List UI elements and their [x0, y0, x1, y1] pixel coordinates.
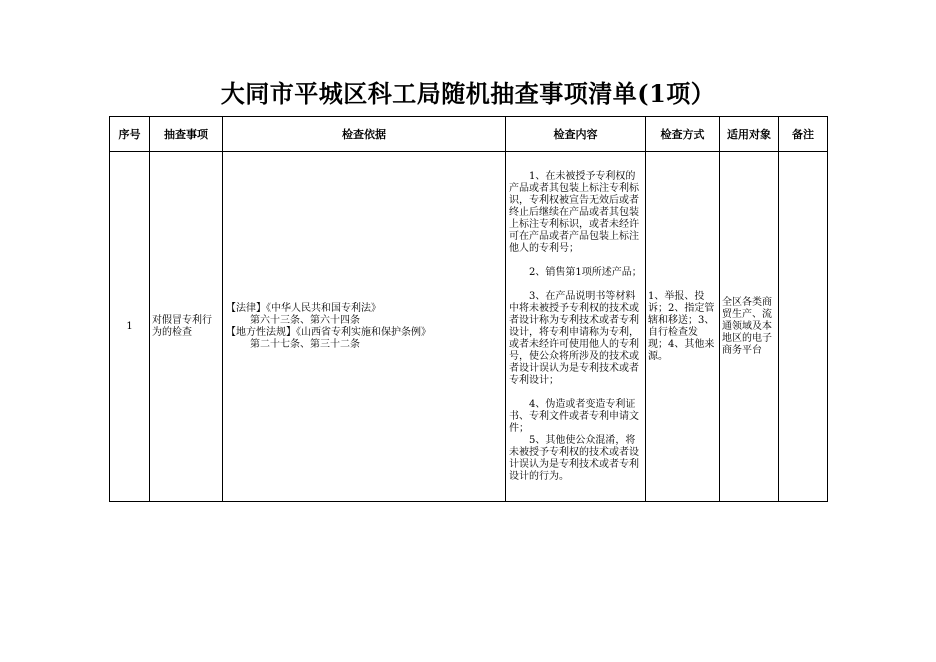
- header-method: 检查方式: [646, 117, 720, 152]
- header-basis: 检查依据: [223, 117, 506, 152]
- content-item-5: 5、其他使公众混淆，将未被授予专利权的技术或者设计误认为是专利技术或者专利设计的行为。: [509, 434, 639, 482]
- cell-no: 1: [110, 152, 150, 502]
- content-item-4: 4、伪造或者变造专利证书、专利文件或者专利申请文件；: [509, 398, 639, 434]
- header-remark: 备注: [779, 117, 828, 152]
- header-no: 序号: [110, 117, 150, 152]
- basis-regulation-articles: 第二十七条、第三十二条: [250, 338, 360, 350]
- table-row: [110, 152, 828, 502]
- basis-regulation: 【地方性法规】《山西省专利实施和保护条例》: [226, 326, 431, 338]
- header-content: 检查内容: [506, 117, 646, 152]
- page-title: 大同市平城区科工局随机抽查事项清单(1项）: [220, 79, 716, 108]
- content-item-2: 2、销售第1项所述产品；: [529, 266, 642, 278]
- table-header-row: [110, 117, 828, 152]
- content-item-3: 3、在产品说明书等材料中将未被授予专利权的技术或者设计称为专利技术或者专利设计，将专利申请称为专利，或者未经许可使用他人的专利号，使公众将所涉及的技术或者设计误认为是专利技术或者专利设计；: [509, 290, 639, 386]
- cell-content: [506, 152, 646, 502]
- cell-method: 1、举报、投诉；2、指定管辖和移送；3、自行检查发现；4、其他来源。: [646, 152, 720, 502]
- content-item-1: 1、在未被授予专利权的产品或者其包装上标注专利标识，专利权被宣告无效后或者终止后继续在产品或者其包装上标注专利标识，或者未经许可在产品或者产品包装上标注他人的专利号；: [509, 170, 639, 254]
- cell-target: 全区各类商贸生产、流通领域及本地区的电子商务平台: [720, 152, 779, 502]
- basis-law-articles: 第六十三条、第六十四条: [250, 314, 360, 326]
- cell-basis: [223, 152, 506, 502]
- basis-law: 【法律】《中华人民共和国专利法》: [226, 302, 381, 314]
- header-target: 适用对象: [720, 117, 779, 152]
- cell-remark: [779, 152, 828, 502]
- cell-item: 对假冒专利行为的检查: [150, 152, 223, 502]
- header-item: 抽查事项: [150, 117, 223, 152]
- inspection-table: [109, 116, 828, 502]
